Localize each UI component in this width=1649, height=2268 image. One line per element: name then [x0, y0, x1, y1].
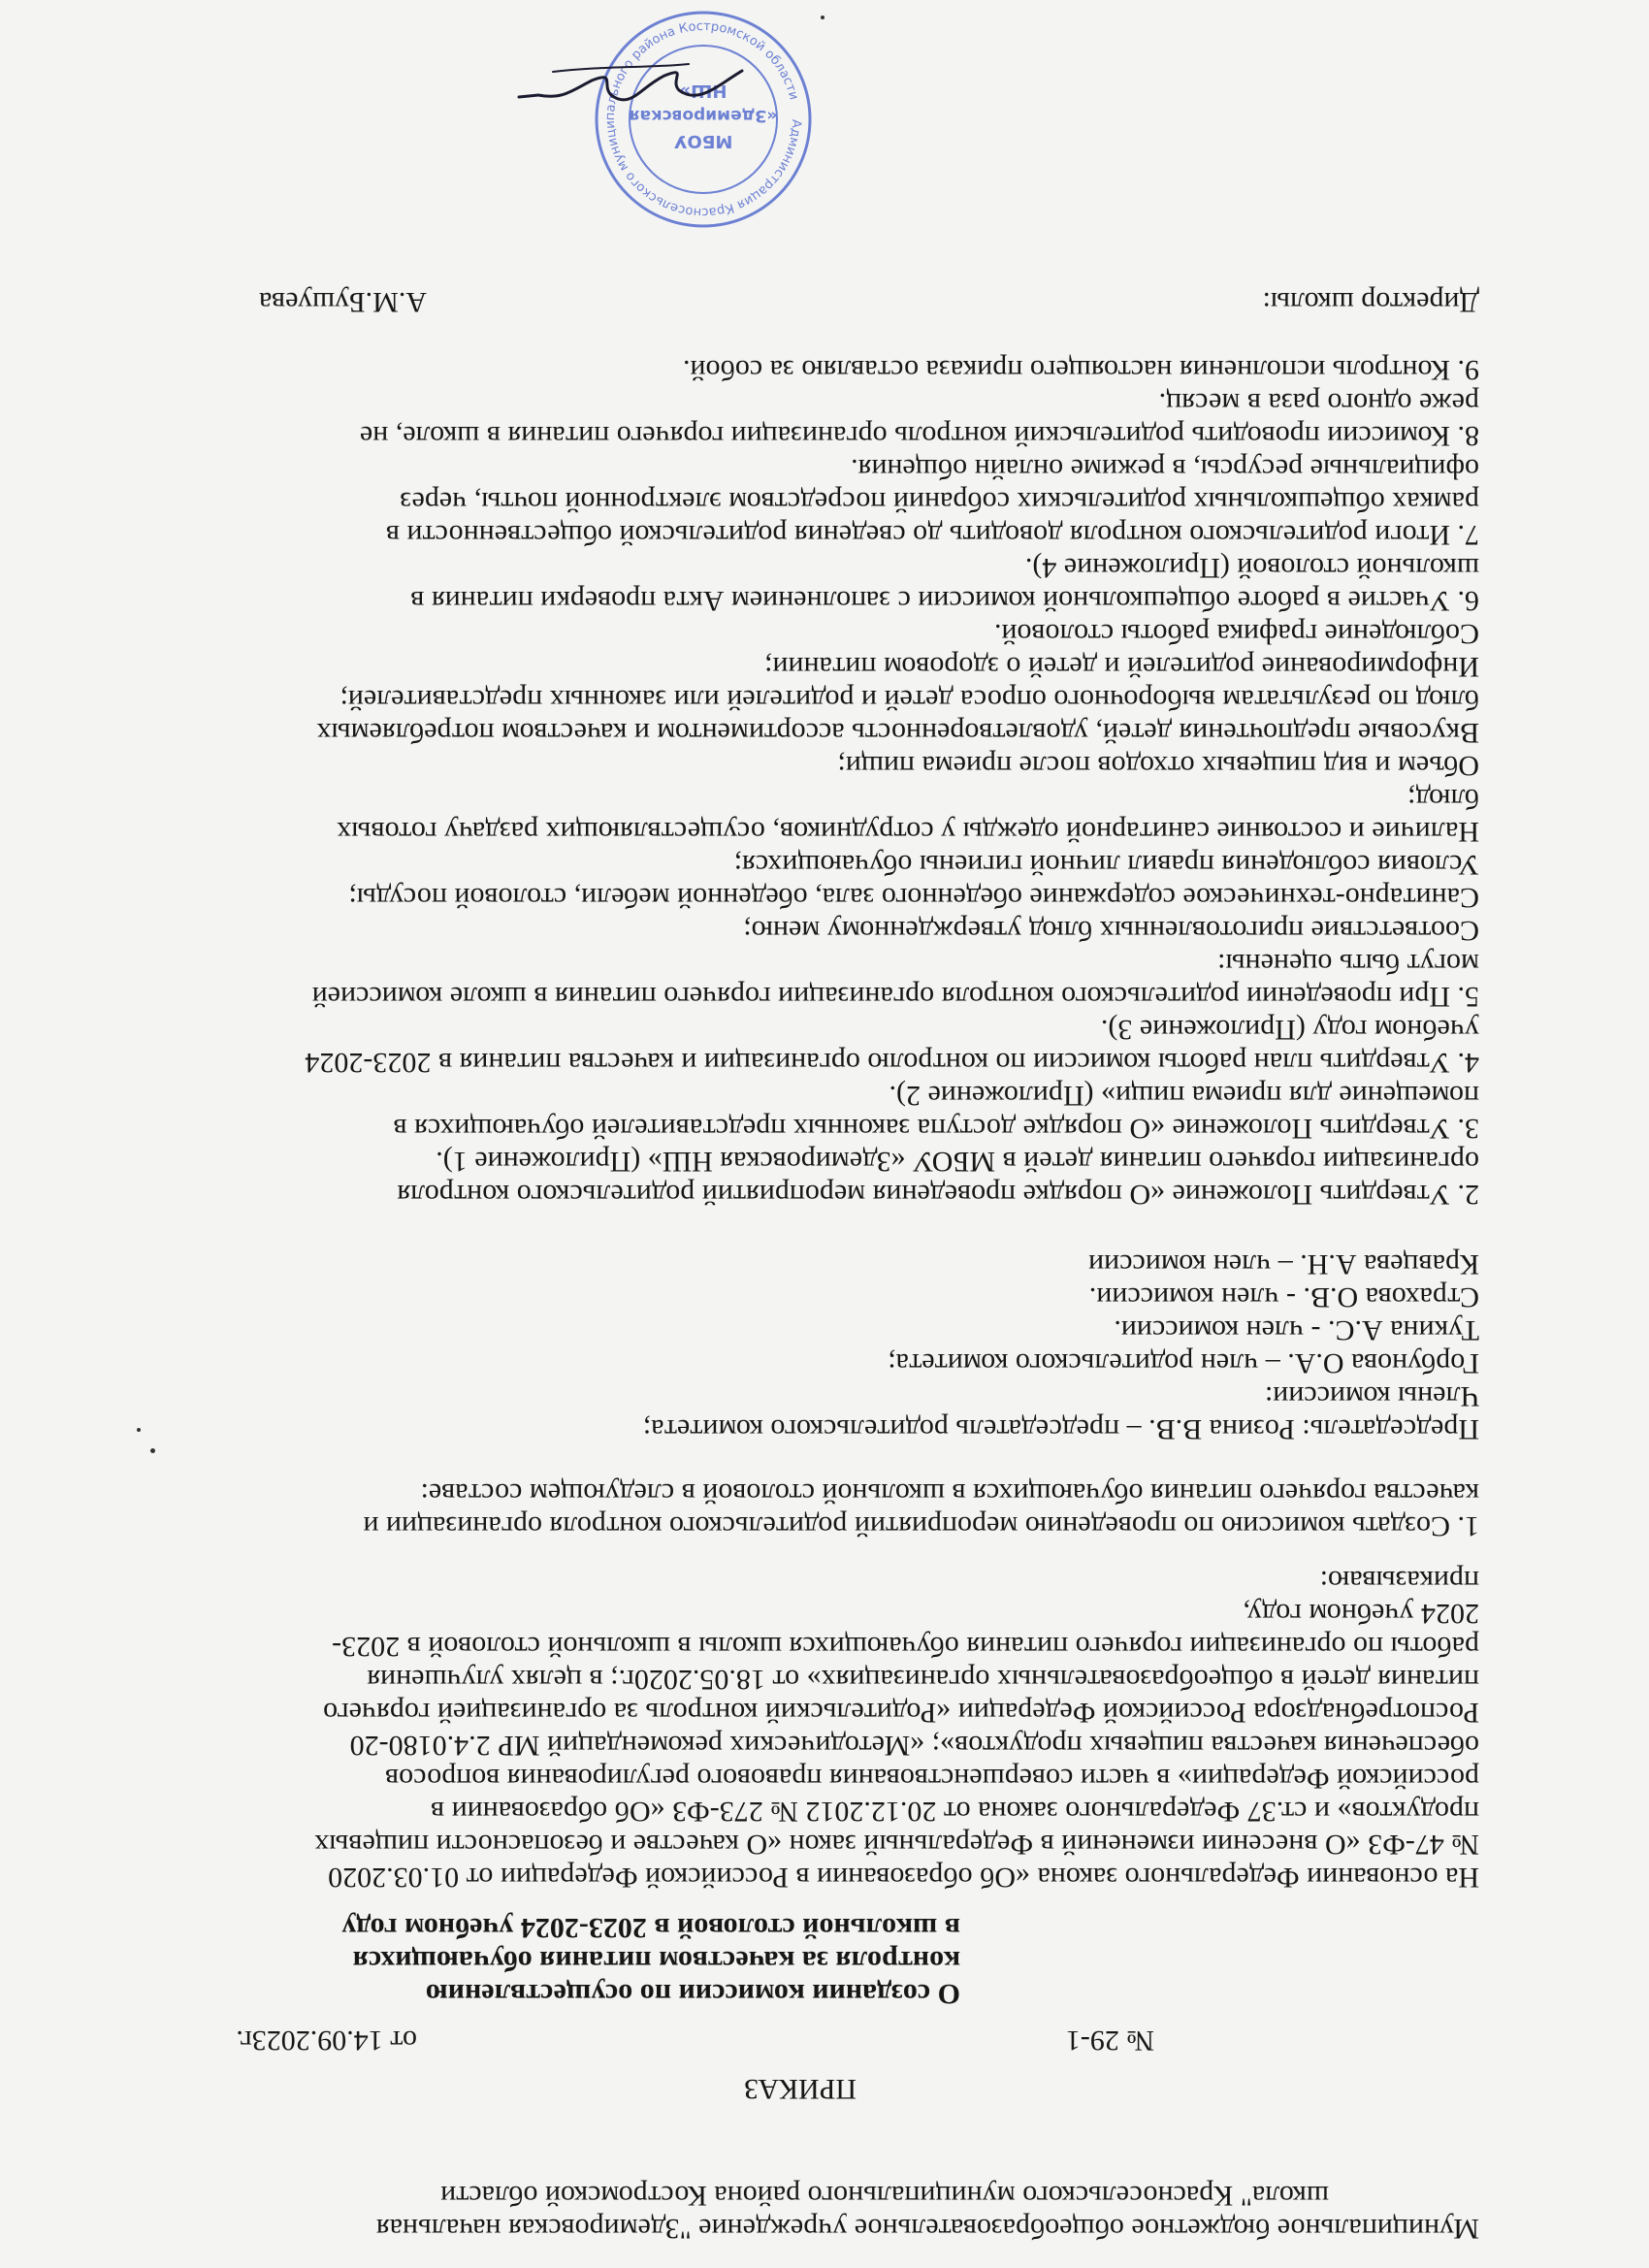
preamble-line: На основании Федерального закона «Об образовании в Российской Федерации от 01.03.2020	[328, 1862, 1479, 1894]
order-number: № 29-1	[1065, 2025, 1154, 2057]
member-line: Председатель: Розина В.В. – председатель родительского комитета;	[642, 1413, 1479, 1445]
member-line: Тукина А.С. - член комиссии.	[1114, 1314, 1479, 1346]
director-label: Директор школы:	[1262, 286, 1479, 318]
item-line: учебном году (Приложение 3).	[1100, 1014, 1479, 1046]
scan-speck	[137, 1428, 141, 1432]
item-line: 3. Утвердить Положение «О порядке доступа законных представителей обучающихся в	[393, 1113, 1479, 1145]
item-line: Санитарно-техническое содержание обеденного зала, обеденной мебели, столовой посуды;	[348, 882, 1479, 914]
item-line: Вкусовые предпочтения детей, удовлетворенность ассортиментом и качеством потребляемых	[316, 717, 1479, 749]
item-line: 6. Участие в работе общешкольной комиссии с заполнением Акта проверки питания в	[410, 585, 1479, 617]
director-name: А.М.Бушуева	[259, 286, 427, 318]
item-line: 5. При проведении родительского контроля организации горячего питания в школе комиссией	[311, 981, 1479, 1013]
preamble-line: приказываю:	[1319, 1565, 1479, 1597]
item-line: 7. Итоги родительского контроля доводить до сведения родительской общественности в	[385, 519, 1479, 551]
item-line: 2. Утвердить Положение «О порядке проведения мероприятий родительского контроля	[397, 1179, 1479, 1211]
item-line: помещение для приема пищи» (Приложение 2).	[889, 1080, 1479, 1112]
item-line: 9. Контроль исполнения настоящего приказа оставляю за собой.	[682, 354, 1479, 386]
item-line: реже одного раза в месяц.	[1158, 387, 1479, 419]
seal-ring-text: Администрация Красносельского муниципального района Костромской области	[602, 18, 804, 220]
order-title: ПРИКАЗ	[744, 2073, 857, 2105]
member-line: Кравцева А.Н. – член комиссии	[1088, 1248, 1479, 1280]
seal-center-line: НШ»	[679, 81, 728, 101]
preamble-line: № 47-ФЗ «О внесении изменений в Федеральный закон «О качестве и безопасности пищевых	[314, 1829, 1479, 1861]
preamble-line: обеспечения качества пищевых продуктов»; «Методических рекомендаций МР 2.4.0180-20	[349, 1730, 1479, 1762]
item-line: 4. Утвердить план работы комиссии по контролю организации и качества питания в 2023-2024	[305, 1047, 1479, 1079]
item-line: могут быть оценены:	[1217, 948, 1479, 980]
preamble-line: продуктов» и ст.37 Федерального закона от 20.12.2012 № 273-ФЗ «Об образовании в	[430, 1796, 1479, 1828]
order-date: от 14.09.2023г.	[236, 2025, 417, 2057]
item-line: Информирование родителей и детей о здоровом питании;	[764, 651, 1479, 683]
director-signature	[514, 47, 747, 124]
subject-line: О создании комиссии по осуществлению	[425, 1978, 960, 2010]
item-line: рамках общешкольных родительских собраний посредством электронной почты, через	[400, 486, 1479, 518]
item-line: официальные ресурсы, в режиме онлайн общения.	[851, 453, 1479, 485]
seal-center-line: МБОУ	[673, 131, 733, 151]
preamble-line: 2024 учебном году,	[1243, 1598, 1479, 1630]
item-line: Соблюдение графика работы столовой.	[993, 618, 1479, 650]
scan-speck	[821, 16, 824, 19]
item-line: блюд;	[1407, 783, 1479, 815]
item-line: качества горячего питания обучающихся в школьной столовой в следующем составе:	[420, 1477, 1479, 1509]
item-line: Объем и вид пищевых отходов после приема пищи;	[837, 750, 1479, 782]
subject-line: в школьной столовой в 2023-2024 учебном году	[341, 1912, 960, 1944]
org-header-line-2: школа" Красносельского муниципального района Костромской области	[440, 2180, 1329, 2212]
item-line: блюд по результатам выборочного опроса детей и родителей или законных представителей;	[340, 684, 1479, 716]
preamble-line: Роспотребнадзора Российской Федерации «Родительский контроль за организацией горячего	[323, 1697, 1479, 1729]
preamble-line: российской Федерации» в части совершенствования правового регулирования вопросов	[384, 1763, 1479, 1795]
preamble-line: питания детей в общеобразовательных организациях» от 18.05.2020г.; в целях улучшения	[367, 1664, 1479, 1696]
member-line: Горбунова О.А. – член родительского комитета;	[888, 1347, 1479, 1379]
org-header-line-1: Муниципальное бюджетное общеобразовательное учреждение "Здемировская начальная	[375, 2213, 1479, 2245]
item-line: 1. Создать комиссию по проведению мероприятий родительского контроля организации и	[363, 1510, 1479, 1542]
member-line: Страхова О.В. - член комиссии.	[1088, 1281, 1479, 1313]
item-line: Условия соблюдения правил личной гигиены обучающихся;	[733, 849, 1479, 881]
seal-center-line: «Здемировская	[629, 106, 778, 125]
member-line: Члены комиссии:	[1264, 1380, 1479, 1412]
scan-speck	[150, 1448, 155, 1453]
item-line: Наличие и состояние санитарной одежды у сотрудников, осуществляющих раздачу готовых	[337, 816, 1479, 848]
item-line: школьной столовой (Приложение 4).	[1024, 552, 1479, 584]
item-line: организации горячего питания детей в МБОУ «Здемировская НШ» (Приложение 1).	[436, 1146, 1479, 1178]
item-line: 8. Комиссии проводить родительский контроль организации горячего питания в школе, не	[359, 420, 1479, 452]
item-line: Соответствие приготовленных блюд утвержденному меню;	[743, 915, 1479, 947]
subject-line: контроля за качеством питания обучающихся	[352, 1945, 960, 1977]
preamble-line: работы по организации горячего питания обучающихся школы в школьной столовой в 2023-	[332, 1631, 1479, 1663]
